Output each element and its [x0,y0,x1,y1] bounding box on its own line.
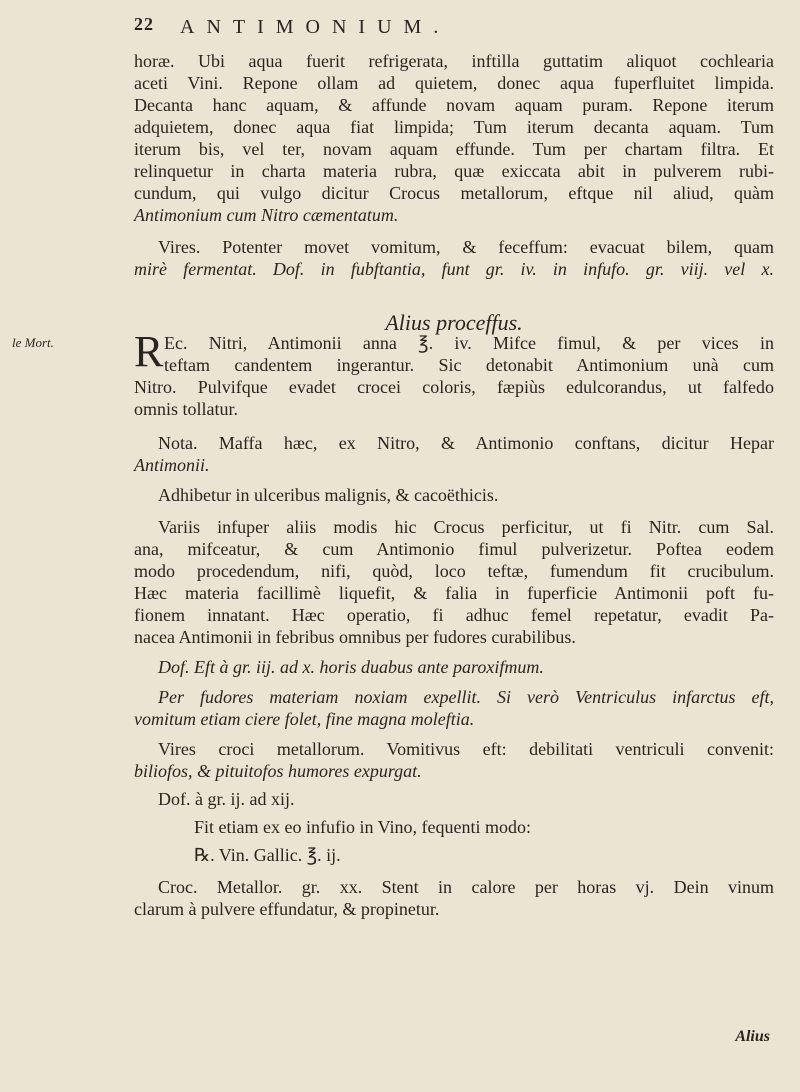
running-title: ANTIMONIUM. [180,16,451,38]
page-header [134,14,774,38]
text-line: teftam candentem ingerantur. Sic detonabit Antimonium unà cum [164,355,774,375]
vires-line: Vires. Potenter movet vomitum, & feceffum: evacuat bilem, quam [158,237,774,257]
text-line: biliofos, & pituitofos humores expurgat. [134,761,422,781]
text-line: aceti Vini. Repone ollam ad quietem, donec aqua fuperfluitet limpida. [134,73,774,93]
text-line: adquietem, donec aqua fiat limpida; Tum iterum decanta aquam. Tum [134,117,774,137]
text-line: Antimonium cum Nitro cæmentatum. [134,205,399,225]
text-line: iterum bis, vel ter, novam aquam effunde. Tum per chartam filtra. Et [134,139,774,159]
catchword: Alius [735,1028,770,1045]
text-line: Decanta hanc aquam, & affunde novam aquam puram. Repone iterum [134,95,774,115]
text-line: nacea Antimonii in febribus omnibus per fudores curabilibus. [134,627,576,647]
text-line: vomitum etiam ciere folet, fine magna moleftia. [134,709,475,729]
text-line: modo procedendum, nifi, quòd, loco teftæ, fumendum fit crucibulum. [134,561,774,581]
text-line: Variis infuper aliis modis hic Crocus perficitur, ut fi Nitr. cum Sal. [158,517,774,537]
page-number: 22 [134,14,154,34]
text-line: Dof. Eft à gr. iij. ad x. horis duabus ante paroxifmum. [158,657,544,677]
section-title: Alius proceffus. [385,310,523,335]
text-line: Antimonii. [134,455,210,475]
text-line: Hæc materia facillimè liquefit, & falia in fuperficie Antimonii poft fu- [134,583,774,603]
text-line: cundum, qui vulgo dicitur Crocus metallorum, eftque nil aliud, quàm [134,183,774,203]
text-line: Nitro. Pulvifque evadet crocei coloris, fæpiùs edulcorandus, ut falfedo [134,377,774,397]
text-line: omnis tollatur. [134,399,239,419]
text-line: Vires croci metallorum. Vomitivus eft: debilitati ventriculi convenit: [158,739,774,759]
text-line: horæ. Ubi aqua fuerit refrigerata, inftilla guttatim aliquot cochlearia [134,51,774,71]
text-line: Per fudores materiam noxiam expellit. Si verò Ventriculus infarctus eft, [158,687,774,707]
text-line: Ec. Nitri, Antimonii anna ℥. iv. Mifce fimul, & per vices in [164,333,774,353]
drop-cap: R [134,327,164,376]
text-line: Adhibetur in ulceribus malignis, & cacoëthicis. [158,485,499,505]
text-line: Nota. Maffa hæc, ex Nitro, & Antimonio conftans, dicitur Hepar [158,433,774,453]
text-line: clarum à pulvere effundatur, & propinetur. [134,899,440,919]
recipe-line: ℞. Vin. Gallic. ℥. ij. [194,845,341,865]
text-line: ana, mifceatur, & cum Antimonio fimul pulverizetur. Poftea eodem [134,539,774,559]
text-line: Croc. Metallor. gr. xx. Stent in calore per horas vj. Dein vinum [158,877,774,897]
vires-line: mirè fermentat. Dof. in fubftantia, funt gr. iv. in infufo. gr. viij. vel x. [134,259,774,279]
text-line: Fit etiam ex eo infufio in Vino, fequenti modo: [194,817,532,837]
text-line: Dof. à gr. ij. ad xij. [158,789,295,809]
margin-note: le Mort. [12,335,54,350]
text-line: relinquetur in charta materia rubra, quæ exiccata abit in pulverem rubi- [134,161,774,181]
text-line: fionem innatant. Hæc operatio, fi adhuc femel repetatur, evadit Pa- [134,605,774,625]
